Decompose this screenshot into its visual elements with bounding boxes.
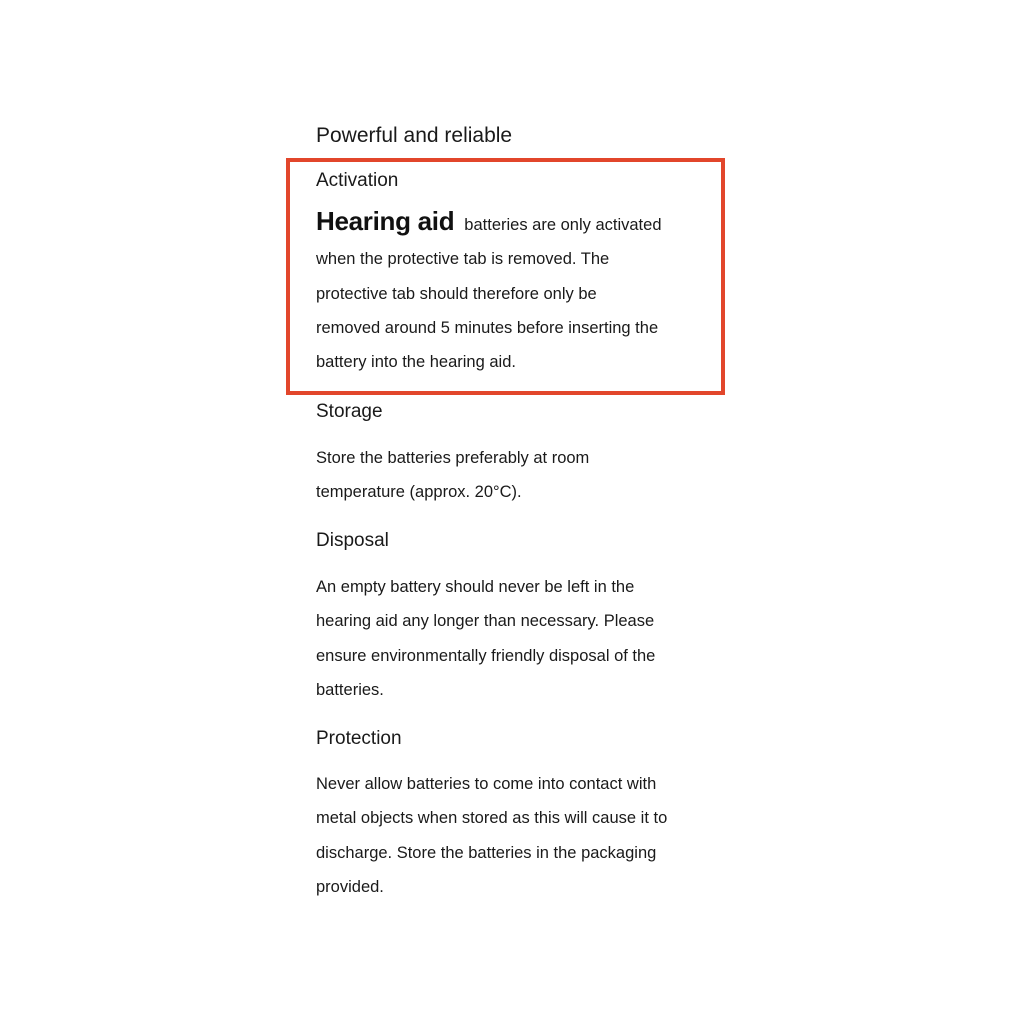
section-body-storage [316, 441, 716, 510]
body-line: removed around 5 minutes before inserting the [316, 318, 659, 337]
section-heading-protection: Protection [316, 728, 402, 749]
body-line: An empty battery should never be left in the [316, 578, 635, 596]
body-line: hearing aid any longer than necessary. Please [316, 612, 655, 631]
body-line: ensure environmentally friendly disposal of the [316, 646, 656, 665]
section-body-activation [316, 204, 716, 379]
body-line [316, 204, 716, 242]
section-heading-disposal: Disposal [316, 530, 389, 551]
body-line: battery into the hearing aid. [316, 353, 516, 372]
body-line: Store the batteries preferably at room [316, 449, 590, 467]
body-line-text: batteries are only activated [464, 216, 662, 234]
section-body-protection [316, 767, 716, 904]
body-line: provided. [316, 877, 384, 896]
body-line: when the protective tab is removed. The [316, 250, 610, 269]
body-line: discharge. Store the batteries in the packaging [316, 843, 657, 862]
body-line: temperature (approx. 20°C). [316, 483, 522, 502]
section-heading-activation: Activation [316, 170, 399, 191]
lead-text: Hearing aid [316, 206, 455, 236]
body-line: batteries. [316, 680, 384, 699]
section-heading-storage: Storage [316, 401, 383, 422]
body-line: metal objects when stored as this will cause it to [316, 809, 668, 828]
section-body-disposal [316, 570, 716, 707]
page-title: Powerful and reliable [316, 124, 513, 147]
body-line: protective tab should therefore only be [316, 284, 597, 303]
body-line: Never allow batteries to come into contact with [316, 775, 657, 793]
